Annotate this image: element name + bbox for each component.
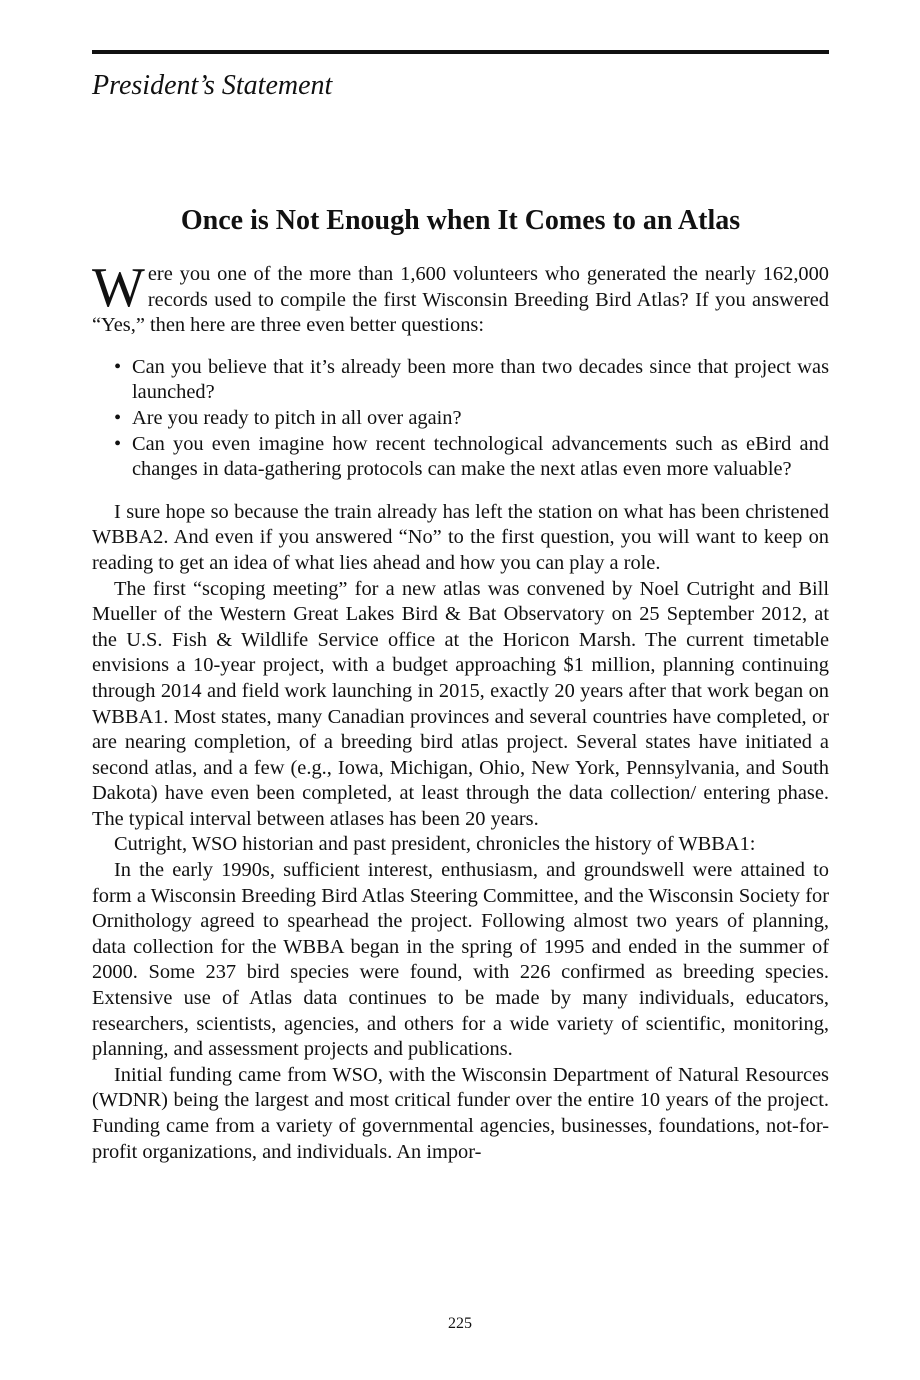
list-item-text: Can you even imagine how recent technological advancements such as eBird and changes in data-gathering protocols can make the next atlas even more valuable? bbox=[132, 432, 829, 481]
lede-paragraph bbox=[92, 257, 829, 339]
page-number: 225 bbox=[448, 1315, 472, 1332]
article-body bbox=[92, 257, 829, 1165]
body-paragraph: I sure hope so because the train already has left the station on what has been christened WBBA2. And even if you answered “No” to the first question, you will want to keep on reading to get an idea of what lies ahead and how you can play a role. bbox=[92, 500, 829, 574]
question-list bbox=[114, 355, 829, 483]
article-title: Once is Not Enough when It Comes to an Atlas bbox=[180, 205, 741, 236]
bullet-icon: • bbox=[114, 406, 122, 429]
section-label: President’s Statement bbox=[92, 70, 333, 101]
list-item bbox=[114, 355, 829, 406]
body-paragraph: Initial funding came from WSO, with the Wisconsin Department of Natural Resources (WDNR) being the largest and most critical funder over the entire 10 years of the project. Funding came from a variety of governmental agencies, businesses, foundations, not-for-profit organizations, and individuals. An impor- bbox=[92, 1063, 829, 1163]
list-item-text: Are you ready to pitch in all over again? bbox=[132, 406, 462, 429]
bullet-icon: • bbox=[114, 432, 122, 455]
list-item bbox=[114, 406, 829, 432]
list-item bbox=[114, 432, 829, 483]
list-item-text: Can you believe that it’s already been more than two decades since that project was launched? bbox=[132, 355, 829, 404]
lede-text: ere you one of the more than 1,600 volunteers who generated the nearly 162,000 records used to compile the first Wisconsin Breeding Bird Atlas? If you answered “Yes,” then here are three even better questions: bbox=[92, 263, 829, 337]
body-paragraph: Cutright, WSO historian and past president, chronicles the history of WBBA1: bbox=[114, 833, 756, 856]
body-paragraph: The first “scoping meeting” for a new atlas was convened by Noel Cutright and Bill Mueller of the Western Great Lakes Bird & Bat Observatory on 25 September 2012, at the U.S. Fish & Wildlife Service office at the Horicon Marsh. The current timetable envisions a 10-year project, with a budget approaching $1 million, planning continuing through 2014 and field work launching in 2015, exactly 20 years after that work began on WBBA1. Most states, many Canadian provinces and several countries have completed, or are nearing completion, of a breeding bird atlas project. Several states have initiated a second atlas, and a few (e.g., Iowa, Michigan, Ohio, New York, Pennsylvania, and South Dakota) have even been completed, at least through the data collection/ entering phase. The typical interval between atlases has been 20 years. bbox=[92, 577, 829, 830]
header-rule bbox=[92, 50, 829, 54]
body-paragraph: In the early 1990s, sufficient interest, enthusiasm, and groundswell were attained to form a Wisconsin Breeding Bird Atlas Steering Committee, and the Wisconsin Society for Ornithology agreed to spearhead the project. Following almost two years of planning, data collection for the WBBA began in the spring of 1995 and ended in the summer of 2000. Some 237 bird species were found, with 226 confirmed as breeding species. Extensive use of Atlas data continues to be made by many individuals, educators, researchers, scientists, agencies, and others for a wide variety of scientific, monitoring, planning, and assessment projects and publications. bbox=[92, 859, 829, 1061]
bullet-icon: • bbox=[114, 355, 122, 378]
drop-cap: W bbox=[92, 257, 145, 319]
